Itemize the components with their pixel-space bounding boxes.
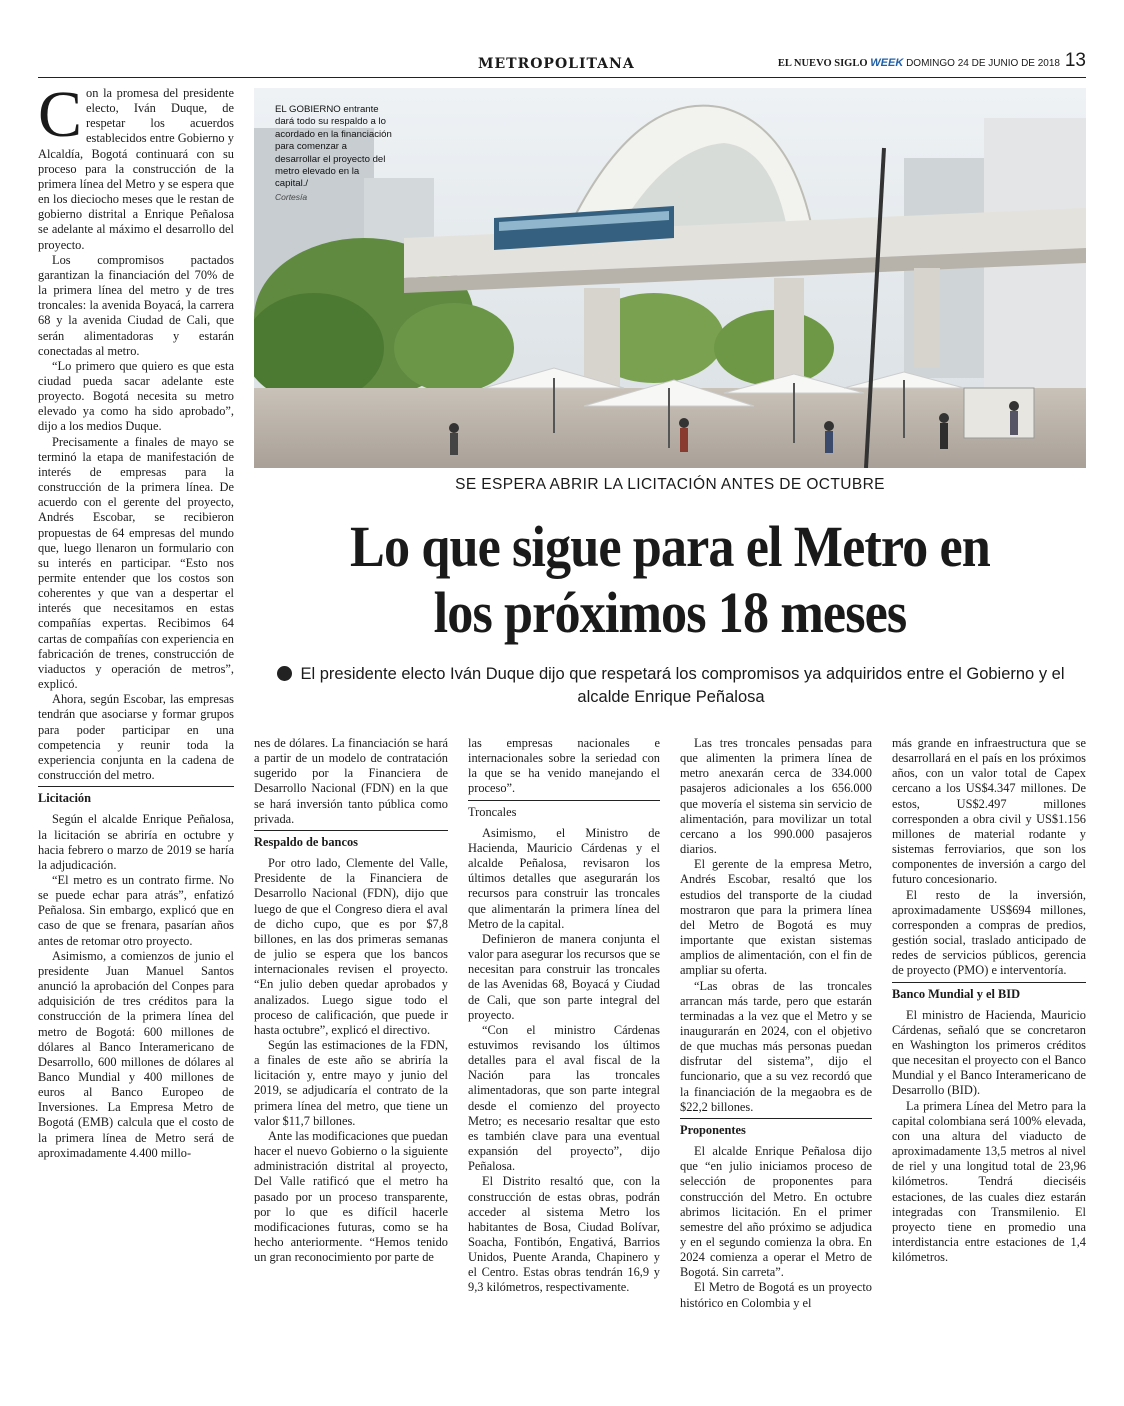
paragraph: Los compromisos pactados garantizan la financiación del 70% de la primera línea del metro y de tres troncales: la avenida Boyacá, la carrera 68 y la avenida Ciudad de Cali, que serán alimentadoras y estarán conectadas al metro. [38,252,234,358]
subhead-troncales: Troncales [468,800,660,823]
caption-text: EL GOBIERNO entrante dará todo su respaldo a lo acordado en la financiación para comenzar a desarrollar el proyecto del metro elevado en la capital./ [275,104,392,190]
paragraph: Por otro lado, Clemente del Valle, Presidente de la Financiera de Desarrollo Nacional (FDN), dijo que luego de que el Congreso diera el aval de dicho cupo, que es por $7,8 billones, en las dos primeras semanas de julio se espera que los bancos internacionales revisen el proyecto. “En julio deben quedar aprobados y analizados. Luego sigue todo el proceso de calificación, que puede ir hasta octubre”, explicó el directivo. [254,856,448,1037]
kicker: SE ESPERA ABRIR LA LICITACIÓN ANTES DE OCTUBRE [455,476,885,493]
paragraph: El resto de la inversión, aproximadamente US$694 millones, corresponden a compras de predios, gestión social, traslado anticipado de redes de servicios públicos, gerencia de proyecto (PMO) e interventoría. [892,887,1086,978]
column-4 [680,736,872,1311]
newspaper-name: EL NUEVO SIGLO [777,58,868,69]
paragraph: Las tres troncales pensadas para que alimenten la primera línea de metro anexarán cerca de 334.000 pasajeros adicionales a los 656.000 que movería el sistema sin servicio de alimentación, para movilizar un total cercano a los 990.000 pasajeros diarios. [680,736,872,857]
subhead-proponentes: Proponentes [680,1118,872,1141]
paragraph: Según el alcalde Enrique Peñalosa, la licitación se abriría en octubre y hacia febrero o marzo de 2019 se haría la adjudicación. [38,812,234,872]
paragraph: Ante las modificaciones que puedan hacer el nuevo Gobierno o la siguiente administración distrital al proyecto, Del Valle ratificó que el metro ha pasado por un proceso transparente, por lo que es difícil hacerle modificaciones futuras, como se ha hecho anteriormente. “Hemos tenido un gran reconocimiento por parte de [254,1128,448,1265]
paragraph: nes de dólares. La financiación se hará a partir de un modelo de contratación sugerido por la Financiera de Desarrollo Nacional (FDN) en la que se hará inversión tanto pública como privada. [254,736,448,826]
photo-credit: Cortesía [275,191,308,202]
paragraph: La primera Línea del Metro para la capital colombiana será 100% elevada, con una altura del viaducto de aproximadamente 13,5 metros al nivel de riel y una longitud total de 23,96 kilómetros. Tendrá dieciséis estaciones, de las cuales diez estarán integradas con Transmilenio. El proyecto tiene en promedio una interdistancia entre estaciones de 1,4 kilómetros. [892,1098,1086,1265]
deck-text: El presidente electo Iván Duque dijo que respetará los compromisos ya adquiridos entre el Gobierno y el alcalde Enrique Peñalosa [300,665,1065,706]
drop-cap: C [38,78,83,151]
week-label: WEEK [870,57,904,69]
paragraph: más grande en infraestructura que se desarrollará en el país en los próximos años, con un valor total de Capex cercano a los US$4.347 millones. De estos, US$2.497 millones corresponden a obra civil y US$1.156 millones de material rodante y sistemas ferroviarios, que son los componentes de inversión a cargo del futuro concesionario. [892,736,1086,887]
paragraph: El Distrito resaltó que, con la construcción de estas obras, podrán acceder al sistema Metro los habitantes de Bosa, Ciudad Bolívar, Soacha, Fontibón, Engativá, Barrios Unidos, Puente Aranda, Chapinero y el Centro. Estas obras tendrán 16,9 y 9,3 kilómetros, respectivamente. [468,1174,660,1295]
masthead [778,57,1060,69]
paragraph: “Con el ministro Cárdenas estuvimos revisando los últimos detalles para el aval fiscal de la Nación para las troncales alimentadoras, que son parte integral desde el comienzo del proyecto Metro; es necesario resaltar que esto es también clave para una eventual expansión del proyecto”, dijo Peñalosa. [468,1022,660,1174]
paragraph: Precisamente a finales de mayo se terminó la etapa de manifestación de interés de empresas para la construcción de la primera línea. De acuerdo con el gerente del proyecto, Andrés Escobar, se recibieron propuestas de 64 empresas del mundo que, luego llenaron un formulario con su interés en participar. “Esto nos permite entender que los costos son coherentes y que van a despertar el interés que necesitamos en estas compañías expertas. Recibimos 64 cartas de compañías con experiencia en fabricación de trenes, construcción de viaductos y operación de metros”, explicó. [38,434,234,692]
paragraph: Definieron de manera conjunta el valor para asegurar los recursos que se necesitan para construir las troncales de las Avenidas 68, Boyacá y Ciudad de Cali, que son parte integral del proyecto. [468,931,660,1022]
paragraph: “Lo primero que quiero es que esta ciudad pueda sacar adelante este proyecto. Bogotá necesita su metro elevado ya como ha sido aprobado”, dijo a los medios Duque. [38,358,234,434]
paragraph: Asimismo, a comienzos de junio el presidente Juan Manuel Santos anunció la aprobación del Conpes para adquisición de tres créditos para la construcción de la primera línea del metro de Bogotá: 600 millones de dólares al Banco Interamericano de Desarrollo, 600 millones de dólares al Banco Mundial y 400 millones de euros al Banco Europeo de Inversiones. La Empresa Metro de Bogotá (EMB) calcula que el costo de la primera línea de Metro será de aproximadamente 4.400 millo- [38,948,234,1160]
column-5 [892,736,1086,1265]
column-2 [254,736,448,1265]
column-1 [38,78,234,1161]
paragraph: El ministro de Hacienda, Mauricio Cárdenas, señaló que se concretaron en Washington los primeros créditos que necesitan el proyecto con el Banco Mundial y el Banco Interamericano de Desarrollo (BID). [892,1007,1086,1098]
paragraph: “El metro es un contrato firme. No se puede echar para atrás”, enfatizó Peñalosa. Sin embargo, explicó que en caso de que se frenara, pasarían años antes de retomar otro proyecto. [38,872,234,948]
section-name: METROPOLITANA [478,56,635,72]
photo-caption [275,104,393,204]
page-header [38,52,1086,78]
lead-paragraph: Con la promesa del presidente electo, Iván Duque, de respetar los acuerdos establecidos entre Gobierno y Alcaldía, Bogotá continuará con su proceso para la construcción de la primera línea del Metro y se espera que en los dieciocho meses que le restan de gobierno distrital a Enrique Peñalosa se adelante al máximo el desarrollo del proyecto. [38,78,234,252]
paragraph: El gerente de la empresa Metro, Andrés Escobar, resaltó que los estudios del transporte de la ciudad mostraron que para la primera línea del Metro de Bogotá es muy importante que existan sistemas amplios de alimentación, con el fin de ampliar su oferta. [680,857,872,978]
bullet-icon [277,666,292,681]
paragraph: “Las obras de las troncales arrancan más tarde, pero que estarán terminadas a la vez que el Metro y se inaugurarán en 2024, con el objetivo de que muchas más personas puedan disfrutar del sistema”, dijo el funcionario, que a su vez recordó que la financiación de la megaobra es de $22,2 billones. [680,978,872,1114]
headline [296,514,1045,646]
headline-line-2: los próximos 18 meses [433,580,907,645]
headline-line-1: Lo que sigue para el Metro en [350,514,990,579]
subhead-banco-mundial: Banco Mundial y el BID [892,982,1086,1005]
paragraph: Asimismo, el Ministro de Hacienda, Mauricio Cárdenas y el alcalde Peñalosa, revisaron los últimos detalles que asegurarán los recursos para construir las troncales que alimentarán la primera línea del Metro de la capital. [468,825,660,931]
paragraph: Ahora, según Escobar, las empresas tendrán que asociarse y formar grupos para poder participar en una competencia y reunir toda la experiencia conjunta en la cadena de construcción del metro. [38,692,234,783]
paragraph: El Metro de Bogotá es un proyecto histórico en Colombia y el [680,1280,872,1310]
subhead-licitacion: Licitación [38,786,234,809]
paragraph: Según las estimaciones de la FDN, a finales de este año se abriría la licitación y, entre mayo y junio del 2019, se adjudicaría el contrato de la primera línea del metro, que tiene un valor $11,7 billones. [254,1037,448,1128]
column-3 [468,736,660,1296]
deck [268,663,1074,709]
page-number: 13 [1064,50,1086,71]
subhead-respaldo: Respaldo de bancos [254,830,448,853]
paragraph: las empresas nacionales e internacionales sobre la seriedad con la que se ha venido manejando el proceso”. [468,736,660,796]
issue-date: DOMINGO 24 DE JUNIO DE 2018 [906,58,1060,69]
paragraph: El alcalde Enrique Peñalosa dijo que “en julio iniciamos proceso de selección de proponentes para construcción del Metro. En octubre abrimos licitación. En el primer semestre del año próximo se adjudica y en el segundo comienza la obra. En 2024 comienza a operar el Metro de Bogotá. Sin carreta”. [680,1144,872,1280]
